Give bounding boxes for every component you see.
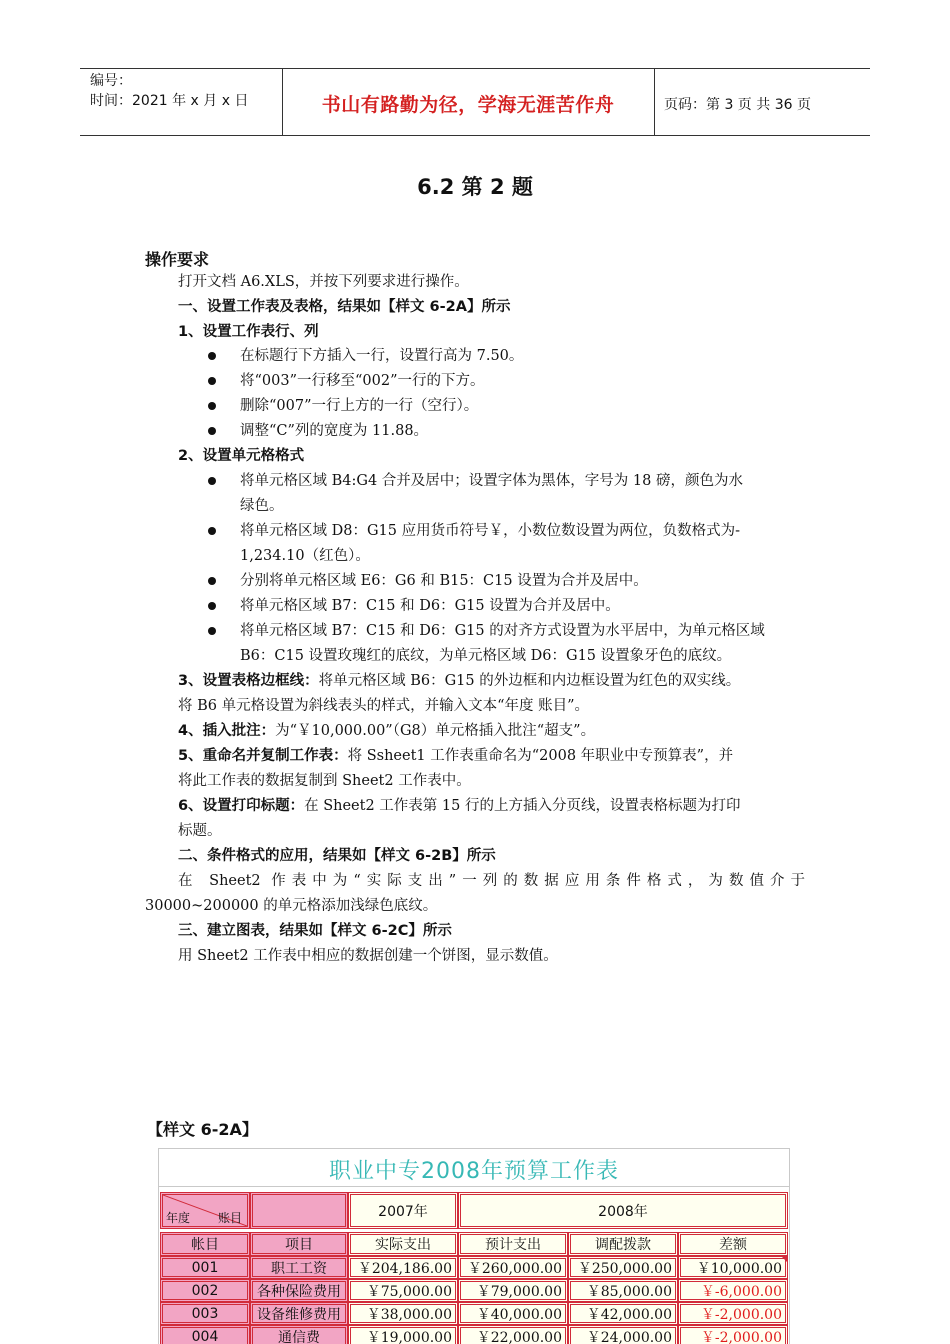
paragraph: 打开文档 A6.XLS，并按下列要求进行操作。 — [178, 274, 469, 290]
row-estimate-cell: ￥22,000.00 — [458, 1325, 568, 1344]
bullet-item-cont: B6：C15 设置玫瑰红的底纹，为单元格区域 D6：G15 设置象牙色的底纹。 — [240, 648, 732, 664]
heading-1: 一、设置工作表及表格，结果如【样文 6-2A】所示 — [178, 299, 511, 315]
col-header-item: 项目 — [250, 1232, 348, 1256]
inline-text: 将单元格区域 B6：G15 的外边框和内边框设置为红色的双实线。 — [318, 673, 741, 689]
row-alloc-cell: ￥42,000.00 — [568, 1302, 678, 1325]
paragraph — [178, 794, 740, 819]
col-header-actual: 实际支出 — [348, 1232, 458, 1256]
paragraph: 标题。 — [178, 823, 222, 839]
paragraph: 将 B6 单元格设置为斜线表头的样式，并输入文本“年度 账目”。 — [178, 698, 590, 714]
inline-text: 将 Ssheet1 工作表重命名为“2008 年职业中专预算表”，并 — [347, 748, 734, 764]
bullet-icon — [208, 427, 216, 435]
year-2007-cell: 2007年 — [348, 1192, 458, 1229]
paragraph — [178, 669, 740, 694]
row-item-cell: 职工工资 — [250, 1256, 348, 1279]
inline-heading: 5、重命名并复制工作表： — [178, 748, 348, 764]
paragraph: 30000~200000 的单元格添加浅绿色底纹。 — [145, 898, 438, 914]
row-diff-cell: ￥-2,000.00 — [678, 1302, 788, 1325]
bullet-item: 删除“007”一行上方的一行（空行）。 — [240, 398, 479, 414]
row-item-cell: 设备维修费用 — [250, 1302, 348, 1325]
bullet-icon — [208, 627, 216, 635]
bullet-icon — [208, 352, 216, 360]
paragraph: 用 Sheet2 工作表中相应的数据创建一个饼图，显示数值。 — [178, 948, 558, 964]
page-info: 页码：第 3 页 共 36 页 — [664, 97, 811, 113]
sample-spreadsheet — [158, 1148, 790, 1344]
col-header-allocation: 调配拨款 — [568, 1232, 678, 1256]
bullet-icon — [208, 477, 216, 485]
row-diff-cell: ￥-2,000.00 — [678, 1325, 788, 1344]
bullet-icon — [208, 577, 216, 585]
row-item-cell: 通信费 — [250, 1325, 348, 1344]
header-motto: 书山有路勤为径，学海无涯苦作舟 — [321, 94, 615, 116]
row-actual-cell: ￥38,000.00 — [348, 1302, 458, 1325]
inline-heading: 4、插入批注： — [178, 723, 276, 739]
row-estimate-cell: ￥79,000.00 — [458, 1279, 568, 1302]
bullet-item: 在标题行下方插入一行，设置行高为 7.50。 — [240, 348, 524, 364]
bullet-item: 调整“C”列的宽度为 11.88。 — [240, 423, 429, 439]
heading-1: 三、建立图表，结果如【样文 6-2C】所示 — [178, 923, 452, 939]
row-actual-cell: ￥204,186.00 — [348, 1256, 458, 1279]
row-alloc-cell: ￥250,000.00 — [568, 1256, 678, 1279]
inline-heading: 3、设置表格边框线： — [178, 673, 319, 689]
paragraph — [178, 719, 595, 744]
sample-label: 【样文 6-2A】 — [147, 1120, 258, 1139]
row-alloc-cell: ￥85,000.00 — [568, 1279, 678, 1302]
heading-2: 2、设置单元格格式 — [178, 448, 305, 464]
row-code-cell: 003 — [160, 1302, 250, 1325]
inline-text: 为“￥10,000.00”（G8）单元格插入批注“超支”。 — [275, 723, 596, 739]
heading-2: 1、设置工作表行、列 — [178, 324, 319, 340]
bullet-icon — [208, 402, 216, 410]
inline-text: 在 Sheet2 工作表第 15 行的上方插入分页线，设置表格标题为打印 — [304, 798, 741, 814]
header-empty-cell — [250, 1192, 348, 1229]
row-item-cell: 各种保险费用 — [250, 1279, 348, 1302]
paragraph — [178, 744, 733, 769]
doc-number-label: 编号： — [90, 73, 132, 89]
col-header-difference: 差额 — [678, 1232, 788, 1256]
bullet-item: 将单元格区域 B4:G4 合并及居中；设置字体为黑体，字号为 18 磅，颜色为水 — [240, 473, 743, 489]
grid-line — [158, 1186, 790, 1187]
grid-line — [158, 1148, 790, 1149]
sheet-title: 职业中专2008年预算工作表 — [329, 1159, 619, 1184]
heading-1: 二、条件格式的应用，结果如【样文 6-2B】所示 — [178, 848, 496, 864]
bullet-icon — [208, 377, 216, 385]
bullet-icon — [208, 527, 216, 535]
paragraph: 在 Sheet2 作表中为“实际支出”一列的数据应用条件格式，为数值介于 — [178, 873, 805, 889]
bullet-item: 将单元格区域 B7：C15 和 D6：G15 设置为合并及居中。 — [240, 598, 620, 614]
col-header-code: 帐目 — [160, 1232, 250, 1256]
bullet-item-cont: 绿色。 — [240, 498, 284, 514]
row-code-cell: 002 — [160, 1279, 250, 1302]
bullet-item-cont: 1,234.10（红色）。 — [240, 548, 370, 564]
header-top-rule — [80, 68, 870, 69]
diagonal-header-cell — [160, 1192, 250, 1229]
diag-account-label: 账目 — [218, 1211, 243, 1225]
paragraph: 将此工作表的数据复制到 Sheet2 工作表中。 — [178, 773, 471, 789]
diag-year-label: 年度 — [166, 1211, 191, 1225]
row-alloc-cell: ￥24,000.00 — [568, 1325, 678, 1344]
row-estimate-cell: ￥40,000.00 — [458, 1302, 568, 1325]
doc-date: 时间：2021 年 x 月 x 日 — [90, 93, 249, 109]
row-code-cell: 004 — [160, 1325, 250, 1344]
bullet-item: 将单元格区域 D8：G15 应用货币符号￥，小数位数设置为两位，负数格式为- — [240, 523, 740, 539]
row-diff-cell: ￥10,000.00 — [678, 1256, 788, 1279]
bullet-icon — [208, 602, 216, 610]
row-code-cell: 001 — [160, 1256, 250, 1279]
col-header-estimate: 预计支出 — [458, 1232, 568, 1256]
header-divider — [654, 68, 655, 135]
bullet-item: 将“003”一行移至“002”一行的下方。 — [240, 373, 485, 389]
header-bottom-rule — [80, 135, 870, 136]
inline-heading: 6、设置打印标题： — [178, 798, 305, 814]
section-heading: 操作要求 — [145, 250, 210, 269]
comment-indicator-icon — [781, 1256, 787, 1262]
page-title: 6.2 第 2 题 — [417, 175, 533, 199]
row-actual-cell: ￥75,000.00 — [348, 1279, 458, 1302]
row-actual-cell: ￥19,000.00 — [348, 1325, 458, 1344]
bullet-item: 分别将单元格区域 E6：G6 和 B15：C15 设置为合并及居中。 — [240, 573, 648, 589]
row-estimate-cell: ￥260,000.00 — [458, 1256, 568, 1279]
bullet-item: 将单元格区域 B7：C15 和 D6：G15 的对齐方式设置为水平居中，为单元格区域 — [240, 623, 765, 639]
row-diff-cell: ￥-6,000.00 — [678, 1279, 788, 1302]
year-2008-cell: 2008年 — [458, 1192, 788, 1229]
